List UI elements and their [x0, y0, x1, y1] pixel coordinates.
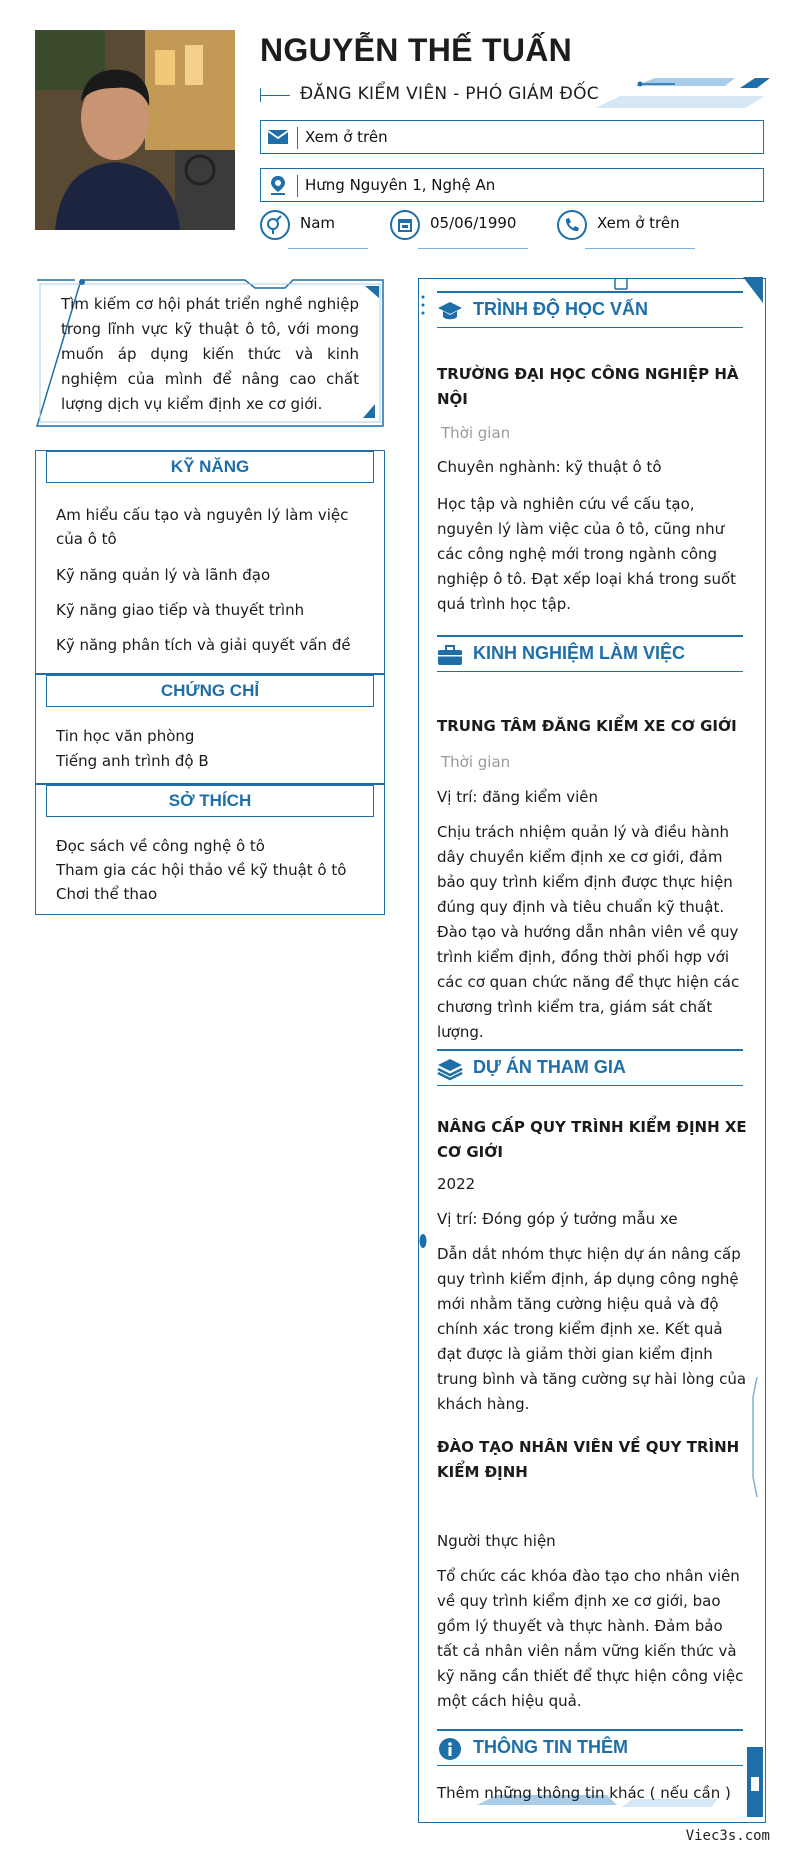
experience-title: KINH NGHIỆM LÀM VIỆC [473, 643, 686, 663]
certificate-item: Tin học văn phòng [56, 727, 195, 745]
projects-heading [437, 1049, 743, 1086]
skill-item: Kỹ năng giao tiếp và thuyết trình [56, 601, 305, 619]
education-title: TRÌNH ĐỘ HỌC VẤN [473, 299, 648, 319]
header-stripe-decoration [545, 76, 770, 112]
phone-item [557, 208, 707, 254]
gender-value: Nam [300, 214, 336, 232]
job-title: ĐĂNG KIỂM VIÊN - PHÓ GIÁM ĐỐC [300, 84, 599, 104]
additional-heading [437, 1729, 743, 1766]
hobby-item: Tham gia các hội thảo về kỹ thuật ô tô [56, 861, 347, 879]
objective-text: Tìm kiếm cơ hội phát triển nghề nghiệp trong lĩnh vực kỹ thuật ô tô, với mong muốn áp dụng kiến thức và kinh nghiệm của mình để nâng cao chất lượng dịch vụ kiểm định xe cơ giới. [61, 295, 359, 413]
additional-text: Thêm những thông tin khác ( nếu cần ) [437, 1784, 731, 1802]
skill-item: Kỹ năng quản lý và lãnh đạo [56, 566, 271, 584]
title-line-decoration [260, 95, 290, 96]
school-name: TRƯỜNG ĐẠI HỌC CÔNG NGHIỆP HÀ NỘI [437, 365, 739, 408]
graduation-cap-icon [437, 299, 463, 323]
project-name: ĐÀO TẠO NHÂN VIÊN VỀ QUY TRÌNH KIỂM ĐỊNH [437, 1438, 740, 1481]
company-name: TRUNG TÂM ĐĂNG KIỂM XE CƠ GIỚI [437, 717, 737, 735]
project-description: Dẫn dắt nhóm thực hiện dự án nâng cấp quy trình kiểm định, áp dụng công nghệ mới nhằm tăng cường hiệu quả và độ chính xác trong kiểm định xe. Kết quả đạt được là giảm thời gian kiểm định trung bình và tăng cường sự hài lòng của khách hàng. [437, 1245, 747, 1413]
address-row [260, 168, 764, 202]
separator [297, 175, 298, 197]
project-description: Tổ chức các khóa đào tạo cho nhân viên về quy trình kiểm định xe cơ giới, bao gồm lý thuyết và thực hành. Đảm bảo tất cả nhân viên nắm vững kiến thức và kỹ năng cần thiết để thực hiện công việc một cách hiệu quả. [437, 1567, 744, 1710]
watermark: Viec3s.com [685, 1828, 770, 1844]
candidate-name: NGUYỄN THẾ TUẤN [260, 32, 573, 68]
heading-line [437, 635, 743, 637]
experience-position: Vị trí: đăng kiểm viên [437, 788, 598, 806]
additional-title: THÔNG TIN THÊM [473, 1737, 628, 1757]
main-content [418, 278, 766, 1823]
avatar-photo [35, 30, 235, 230]
skills-heading: KỸ NĂNG [46, 451, 374, 483]
address-value: Hưng Nguyên 1, Nghệ An [305, 176, 496, 194]
project-role: Người thực hiện [437, 1532, 556, 1550]
underline-decoration [418, 248, 528, 249]
project-role: Vị trí: Đóng góp ý tưởng mẫu xe [437, 1210, 678, 1228]
skill-item: Kỹ năng phân tích và giải quyết vấn đề [56, 636, 351, 654]
portrait-image [35, 30, 235, 230]
map-pin-icon [267, 175, 289, 195]
left-sidebar [35, 450, 385, 915]
experience-description: Chịu trách nhiệm quản lý và điều hành dây chuyền kiểm định xe cơ giới, đảm bảo quy trình kiểm định được thực hiện đúng quy định và tiêu chuẩn kỹ thuật. Đào tạo và hướng dẫn nhân viên về quy trình kiểm định, đồng thời phối hợp với các cơ quan chức năng để thực hiện các chương trình kiểm tra, giám sát chất lượng. [437, 823, 740, 1041]
phone-value: Xem ở trên [597, 214, 680, 232]
phone-icon [557, 210, 587, 240]
briefcase-icon [437, 643, 463, 667]
info-icon [437, 1737, 463, 1761]
heading-line [437, 291, 743, 293]
heading-line [437, 1729, 743, 1731]
birthday-item [390, 208, 540, 254]
certificate-item: Tiếng anh trình độ B [56, 752, 209, 770]
envelope-icon [267, 127, 289, 147]
birthday-value: 05/06/1990 [430, 214, 517, 232]
projects-title: DỰ ÁN THAM GIA [473, 1057, 626, 1077]
education-major: Chuyên nghành: kỹ thuật ô tô [437, 458, 662, 476]
hobby-item: Chơi thể thao [56, 885, 158, 903]
education-heading [437, 291, 743, 328]
experience-time: Thời gian [441, 753, 511, 771]
hobbies-heading: SỞ THÍCH [46, 785, 374, 817]
underline-decoration [585, 248, 695, 249]
underline-decoration [288, 248, 368, 249]
email-row [260, 120, 764, 154]
certificates-heading: CHỨNG CHỈ [46, 675, 374, 707]
layers-icon [437, 1057, 463, 1081]
calendar-icon [390, 210, 420, 240]
email-value: Xem ở trên [305, 128, 388, 146]
skill-item: Am hiểu cấu tạo và nguyên lý làm việc của ô tô [56, 506, 349, 548]
education-description: Học tập và nghiên cứu về cấu tạo, nguyên lý làm việc của ô tô, cũng như các công nghệ mới trong ngành công nghiệp ô tô. Đạt xếp loại khá trong suốt quá trình học tập. [437, 495, 737, 613]
hobby-item: Đọc sách về công nghệ ô tô [56, 837, 265, 855]
career-objective [35, 278, 385, 428]
gender-item [260, 208, 370, 254]
gender-icon [260, 210, 290, 240]
education-time: Thời gian [441, 424, 511, 442]
heading-line [437, 1049, 743, 1051]
experience-heading [437, 635, 743, 672]
project-name: NÂNG CẤP QUY TRÌNH KIỂM ĐỊNH XE CƠ GIỚI [437, 1118, 747, 1161]
project-year: 2022 [437, 1175, 476, 1193]
separator [297, 127, 298, 149]
